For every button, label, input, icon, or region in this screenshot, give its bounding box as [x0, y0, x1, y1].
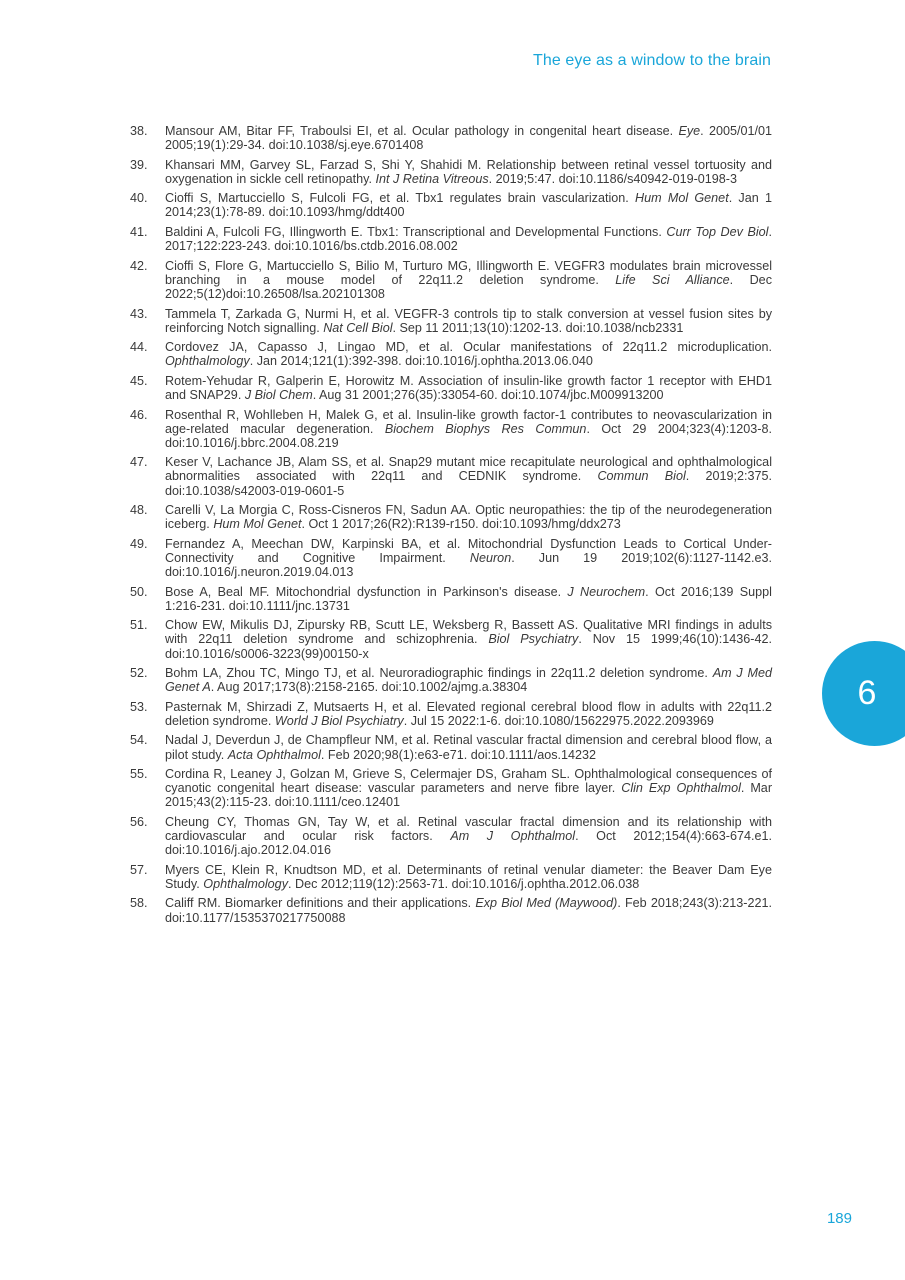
- reference-number: 49.: [130, 536, 148, 551]
- reference-authors-title: Nadal J, Deverdun J, de Champfleur NM, et al. Retinal vascular fractal dimension and cerebral blood flow, a pilot study.: [165, 733, 772, 762]
- chapter-number: 6: [857, 674, 877, 712]
- reference-citation-details: . Oct 2016;139 Suppl 1:216-231. doi:10.1111/jnc.13731: [165, 584, 772, 613]
- reference-text: [165, 225, 772, 253]
- reference-authors-title: Bohm LA, Zhou TC, Mingo TJ, et al. Neuroradiographic findings in 22q11.2 deletion syndrome.: [165, 666, 713, 681]
- reference-journal: J Biol Chem: [244, 388, 313, 402]
- reference-authors-title: Califf RM. Biomarker definitions and their applications.: [165, 896, 476, 911]
- reference-text: [165, 503, 772, 531]
- reference-citation-details: . Dec 2022;5(12)doi:10.26508/lsa.202101308: [165, 272, 772, 301]
- reference-citation-details: . 2019;2:375. doi:10.1038/s42003-019-0601-5: [165, 469, 773, 498]
- reference-item: [130, 340, 772, 368]
- reference-text: [165, 863, 772, 891]
- reference-item: [130, 618, 772, 660]
- reference-citation-details: . Oct 29 2004;323(4):1203-8. doi:10.1016/j.bbrc.2004.08.219: [165, 421, 772, 450]
- reference-item: [130, 767, 772, 809]
- reference-item: [130, 700, 772, 728]
- reference-number: 55.: [130, 767, 148, 782]
- running-title: The eye as a window to the brain: [532, 52, 771, 69]
- reference-authors-title: Rosenthal R, Wohlleben H, Malek G, et al. Insulin-like growth factor-1 contributes to neovascularization in age-related macular degeneration.: [165, 407, 772, 436]
- reference-authors-title: Pasternak M, Shirzadi Z, Mutsaerts H, et al. Elevated regional cerebral blood flow in adults with 22q11.2 deletion syndrome.: [165, 699, 772, 728]
- reference-list: [130, 124, 772, 930]
- reference-authors-title: Mansour AM, Bitar FF, Traboulsi EI, et al. Ocular pathology in congenital heart disease.: [165, 124, 679, 138]
- reference-item: [130, 307, 772, 335]
- reference-citation-details: . Feb 2020;98(1):e63-e71. doi:10.1111/aos.14232: [320, 747, 597, 762]
- reference-journal: Exp Biol Med (Maywood): [475, 896, 618, 911]
- reference-journal: Biol Psychiatry: [488, 632, 579, 647]
- reference-authors-title: Khansari MM, Garvey SL, Farzad S, Shi Y, Shahidi M. Relationship between retinal vessel tortuosity and oxygenation in sickle cell retinopathy.: [165, 157, 772, 186]
- reference-journal: Hum Mol Genet: [213, 517, 302, 532]
- reference-number: 58.: [130, 896, 148, 911]
- reference-journal: Neuron: [469, 550, 512, 565]
- reference-text: [165, 307, 772, 335]
- reference-authors-title: Rotem-Yehudar R, Galperin E, Horowitz M. Association of insulin-like growth factor 1 receptor with EHD1 and SNAP29.: [165, 373, 772, 402]
- reference-text: [165, 191, 772, 219]
- reference-item: [130, 191, 772, 219]
- reference-authors-title: Tammela T, Zarkada G, Nurmi H, et al. VEGFR-3 controls tip to stalk conversion at vessel fusion sites by reinforcing Notch signalling.: [165, 306, 772, 335]
- reference-item: [130, 455, 772, 497]
- reference-citation-details: . Aug 31 2001;276(35):33054-60. doi:10.1074/jbc.M009913200: [312, 388, 664, 402]
- reference-citation-details: . Dec 2012;119(12):2563-71. doi:10.1016/j.ophtha.2012.06.038: [288, 876, 640, 891]
- reference-journal: Eye: [678, 124, 701, 138]
- reference-number: 54.: [130, 733, 148, 748]
- reference-item: [130, 408, 772, 450]
- reference-citation-details: . 2005/01/01 2005;19(1):29-34. doi:10.1038/sj.eye.6701408: [165, 124, 772, 153]
- reference-journal: Clin Exp Ophthalmol: [621, 781, 741, 796]
- reference-item: [130, 537, 772, 579]
- reference-text: [165, 340, 772, 368]
- reference-journal: Ophthalmology: [165, 354, 250, 369]
- reference-number: 53.: [130, 699, 148, 714]
- reference-authors-title: Bose A, Beal MF. Mitochondrial dysfunction in Parkinson's disease.: [165, 584, 568, 599]
- reference-authors-title: Chow EW, Mikulis DJ, Zipursky RB, Scutt LE, Weksberg R, Bassett AS. Qualitative MRI findings in adults with 22q11 deletion syndrome and schizophrenia.: [165, 618, 772, 647]
- reference-number: 42.: [130, 258, 148, 273]
- reference-citation-details: . Jan 1 2014;23(1):78-89. doi:10.1093/hmg/ddt400: [165, 191, 772, 220]
- reference-journal: Acta Ophthalmol: [227, 747, 321, 762]
- reference-item: [130, 158, 772, 186]
- reference-journal: Am J Med Genet A: [165, 666, 773, 695]
- reference-text: [165, 408, 772, 450]
- reference-item: [130, 124, 772, 152]
- reference-text: [165, 666, 772, 694]
- reference-item: [130, 503, 772, 531]
- reference-number: 45.: [130, 373, 148, 388]
- reference-text: [165, 259, 772, 301]
- reference-text: [165, 455, 772, 497]
- reference-item: [130, 225, 772, 253]
- reference-citation-details: . Jan 2014;121(1):392-398. doi:10.1016/j.ophtha.2013.06.040: [249, 354, 593, 369]
- reference-authors-title: Fernandez A, Meechan DW, Karpinski BA, et al. Mitochondrial Dysfunction Leads to Cortical Under-Connectivity and Cognitive Impairment.: [165, 536, 772, 565]
- reference-number: 57.: [130, 862, 148, 877]
- reference-citation-details: . Oct 1 2017;26(R2):R139-r150. doi:10.1093/hmg/ddx273: [301, 517, 621, 532]
- reference-number: 46.: [130, 407, 148, 422]
- page-number: 189: [826, 1210, 852, 1227]
- reference-citation-details: . Nov 15 1999;46(10):1436-42. doi:10.1016/s0006-3223(99)00150-x: [165, 632, 772, 661]
- reference-number: 47.: [130, 455, 148, 470]
- reference-text: [165, 585, 772, 613]
- reference-journal: Life Sci Alliance: [615, 272, 730, 287]
- reference-authors-title: Cordina R, Leaney J, Golzan M, Grieve S, Celermajer DS, Graham SL. Ophthalmological consequences of cyanotic congenital heart disease: vascular parameters and nerve fibre layer.: [165, 767, 772, 796]
- reference-item: [130, 666, 772, 694]
- reference-authors-title: Baldini A, Fulcoli FG, Illingworth E. Tbx1: Transcriptional and Developmental Functions.: [165, 225, 667, 240]
- reference-text: [165, 618, 772, 660]
- reference-citation-details: . Feb 2018;243(3):213-221. doi:10.1177/1535370217750088: [165, 896, 772, 925]
- reference-citation-details: . Mar 2015;43(2):115-23. doi:10.1111/ceo.12401: [165, 781, 773, 810]
- reference-authors-title: Cioffi S, Flore G, Martucciello S, Bilio M, Turturo MG, Illingworth E. VEGFR3 modulates brain microvessel branching in a mouse model of 22q11.2 deletion syndrome.: [165, 258, 772, 287]
- reference-number: 40.: [130, 191, 148, 206]
- reference-citation-details: . Sep 11 2011;13(10):1202-13. doi:10.1038/ncb2331: [392, 320, 684, 335]
- reference-item: [130, 259, 772, 301]
- reference-journal: Commun Biol: [597, 469, 686, 484]
- reference-text: [165, 537, 772, 579]
- reference-journal: Ophthalmology: [203, 876, 288, 891]
- reference-citation-details: . Jun 19 2019;102(6):1127-1142.e3. doi:10.1016/j.neuron.2019.04.013: [165, 550, 773, 580]
- reference-citation-details: . Oct 2012;154(4):663-674.e1. doi:10.1016/j.ajo.2012.04.016: [165, 829, 772, 858]
- reference-text: [165, 374, 772, 402]
- reference-authors-title: Myers CE, Klein R, Knudtson MD, et al. Determinants of retinal venular diameter: the Beaver Dam Eye Study.: [165, 862, 772, 891]
- reference-text: [165, 767, 772, 809]
- reference-authors-title: Cheung CY, Thomas GN, Tay W, et al. Retinal vascular fractal dimension and its relationship with cardiovascular and ocular risk factors.: [165, 814, 772, 844]
- reference-number: 44.: [130, 340, 148, 355]
- reference-journal: Nat Cell Biol: [323, 320, 393, 335]
- reference-authors-title: Cordovez JA, Capasso J, Lingao MD, et al. Ocular manifestations of 22q11.2 microduplication.: [165, 340, 772, 355]
- reference-item: [130, 733, 772, 761]
- reference-number: 41.: [130, 225, 148, 240]
- reference-authors-title: Keser V, Lachance JB, Alam SS, et al. Snap29 mutant mice recapitulate neurological and ophthalmological abnormalities associated with 22q11 and CEDNIK syndrome.: [165, 455, 772, 484]
- reference-journal: Biochem Biophys Res Commun: [384, 421, 587, 436]
- reference-journal: Int J Retina Vitreous: [375, 171, 489, 186]
- reference-number: 50.: [130, 584, 148, 599]
- reference-number: 39.: [130, 157, 148, 172]
- reference-item: [130, 374, 772, 402]
- reference-authors-title: Cioffi S, Martucciello S, Fulcoli FG, et al. Tbx1 regulates brain vascularization.: [165, 191, 635, 206]
- reference-journal: Hum Mol Genet: [635, 191, 729, 206]
- reference-journal: World J Biol Psychiatry: [274, 713, 404, 728]
- reference-text: [165, 124, 772, 152]
- reference-number: 51.: [130, 618, 148, 633]
- reference-citation-details: . Aug 2017;173(8):2158-2165. doi:10.1002/ajmg.a.38304: [210, 680, 528, 695]
- reference-number: 56.: [130, 814, 148, 829]
- reference-number: 52.: [130, 666, 148, 681]
- reference-text: [165, 896, 772, 924]
- reference-journal: Am J Ophthalmol: [450, 829, 576, 844]
- reference-citation-details: . 2017;122:223-243. doi:10.1016/bs.ctdb.2016.08.002: [165, 225, 772, 254]
- reference-citation-details: . 2019;5:47. doi:10.1186/s40942-019-0198-3: [488, 171, 738, 186]
- reference-text: [165, 700, 772, 728]
- reference-journal: J Neurochem: [567, 584, 646, 599]
- reference-text: [165, 815, 772, 857]
- reference-citation-details: . Jul 15 2022:1-6. doi:10.1080/15622975.2022.2093969: [403, 713, 714, 728]
- reference-item: [130, 863, 772, 891]
- reference-item: [130, 585, 772, 613]
- reference-item: [130, 815, 772, 857]
- reference-authors-title: Carelli V, La Morgia C, Ross-Cisneros FN, Sadun AA. Optic neuropathies: the tip of the neurodegeneration iceberg.: [165, 503, 772, 532]
- reference-number: 43.: [130, 306, 148, 321]
- reference-item: [130, 896, 772, 924]
- reference-text: [165, 158, 772, 186]
- reference-number: 48.: [130, 503, 148, 518]
- reference-text: [165, 733, 772, 761]
- reference-journal: Curr Top Dev Biol: [666, 225, 769, 240]
- reference-number: 38.: [130, 124, 148, 138]
